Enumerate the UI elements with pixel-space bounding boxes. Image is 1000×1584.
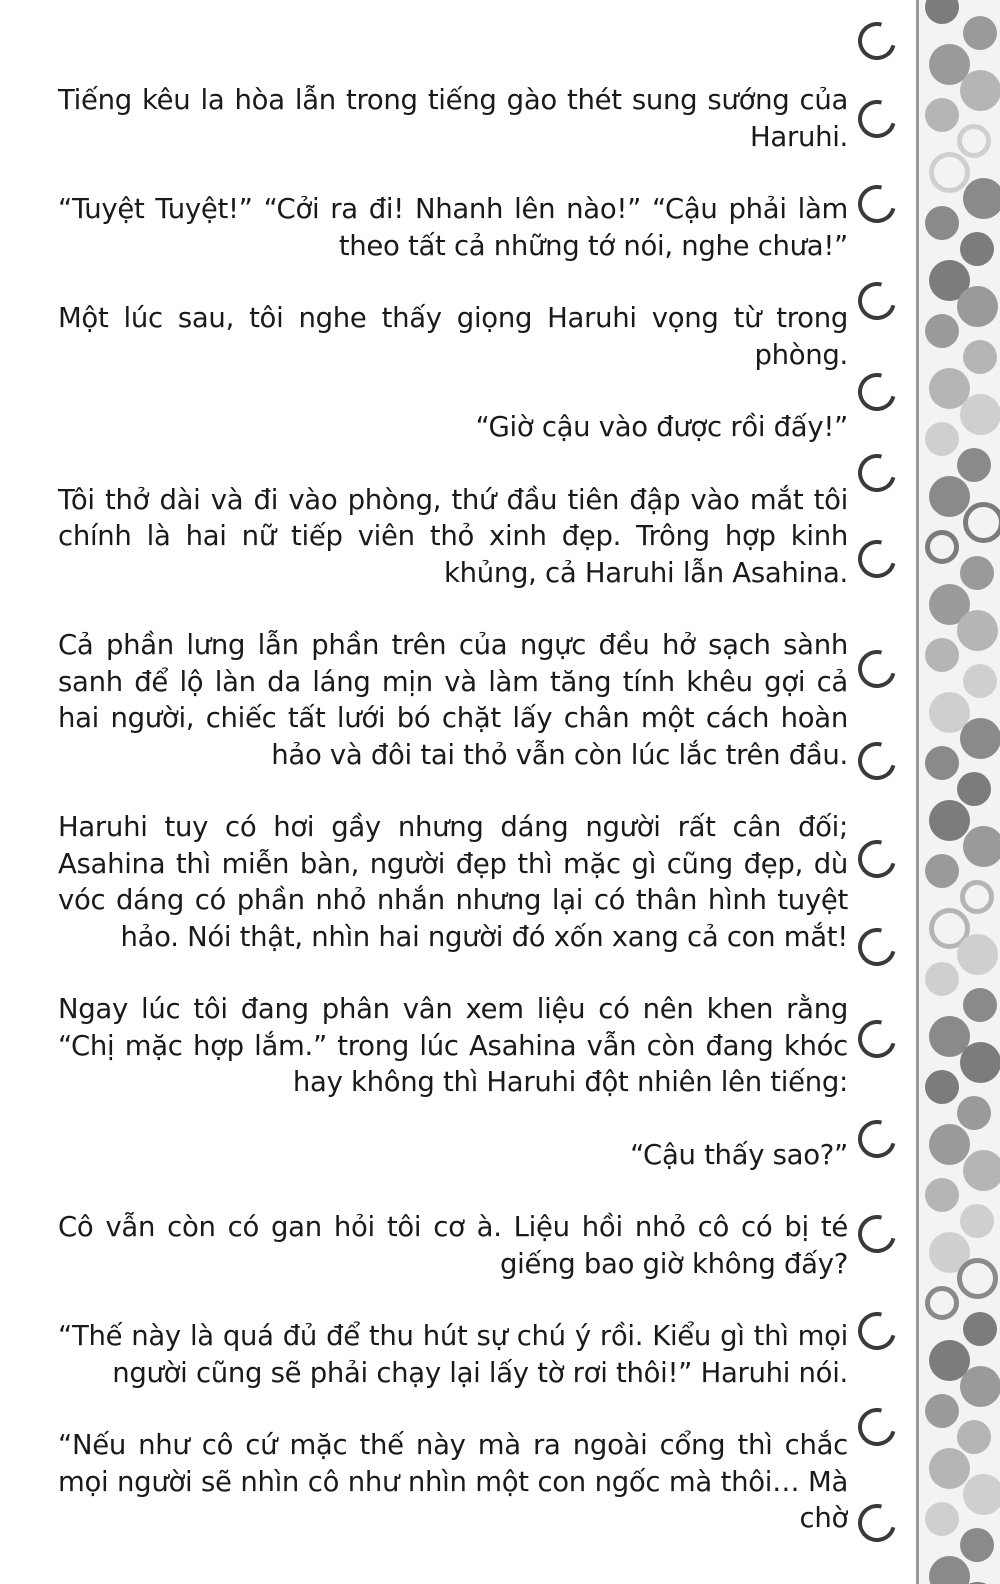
polka-dot bbox=[960, 70, 1000, 111]
polka-dot bbox=[925, 638, 959, 672]
polka-dot bbox=[957, 610, 998, 651]
polka-dot bbox=[960, 1366, 1000, 1407]
polka-dot bbox=[925, 1286, 959, 1320]
polka-dot bbox=[929, 1556, 970, 1584]
polka-dot bbox=[960, 556, 994, 590]
polka-dot bbox=[925, 1070, 959, 1104]
paragraph: “Tuyệt Tuyệt!” “Cởi ra đi! Nhanh lên nào!” “Cậu phải làm theo tất cả những tớ nói, nghe chưa!” bbox=[58, 193, 848, 262]
polka-dot bbox=[960, 1204, 994, 1238]
binder-ring-icon bbox=[851, 1013, 903, 1065]
paragraph: Một lúc sau, tôi nghe thấy giọng Haruhi vọng từ trong phòng. bbox=[58, 302, 848, 371]
polka-dot bbox=[925, 746, 959, 780]
polka-dot bbox=[960, 1528, 994, 1562]
polka-dot bbox=[925, 530, 959, 564]
paragraph: Ngay lúc tôi đang phân vân xem liệu có nên khen rằng “Chị mặc hợp lắm.” trong lúc Asahina vẫn còn đang khóc hay không thì Haruhi đột nhiên lên tiếng: bbox=[58, 993, 848, 1098]
paragraph: Haruhi tuy có hơi gầy nhưng dáng người rất cân đối; Asahina thì miễn bàn, người đẹp thì mặc gì cũng đẹp, dù vóc dáng có phần nhỏ nhắn nhưng lại có thân hình tuyệt hảo. Nói thật, nhìn hai người đó xốn xang cả con mắt! bbox=[58, 811, 848, 953]
polka-dot bbox=[929, 1448, 970, 1489]
polka-dot bbox=[925, 1502, 959, 1536]
polka-dot bbox=[925, 1394, 959, 1428]
binder-ring-icon bbox=[851, 921, 903, 973]
binder-ring-icon bbox=[851, 643, 903, 695]
page-text bbox=[58, 82, 848, 1573]
polka-dot bbox=[957, 1258, 998, 1299]
binder-ring-icon bbox=[851, 275, 903, 327]
paragraph: “Thế này là quá đủ để thu hút sự chú ý rồi. Kiểu gì thì mọi người cũng sẽ phải chạy lại lấy tờ rơi thôi!” Haruhi nói. bbox=[58, 1320, 848, 1389]
binder-ring-icon bbox=[851, 1305, 903, 1357]
polka-dot-margin bbox=[919, 0, 1000, 1584]
paragraph: “Nếu như cô cứ mặc thế này mà ra ngoài cổng thì chắc mọi người sẽ nhìn cô như nhìn một con ngốc mà thôi… Mà chờ bbox=[58, 1429, 848, 1534]
binder-ring-icon bbox=[851, 1208, 903, 1260]
binder-rings bbox=[850, 0, 910, 1584]
polka-dot bbox=[957, 1420, 991, 1454]
polka-dot bbox=[963, 1474, 1000, 1515]
binder-ring-icon bbox=[851, 1113, 903, 1165]
binder-ring-icon bbox=[851, 1497, 903, 1549]
polka-dot bbox=[925, 314, 959, 348]
polka-dot bbox=[963, 664, 997, 698]
binder-ring-icon bbox=[851, 833, 903, 885]
polka-dot bbox=[963, 178, 1000, 219]
polka-dot bbox=[963, 502, 1000, 543]
polka-dot bbox=[963, 340, 997, 374]
binder-ring-icon bbox=[851, 735, 903, 787]
paragraph: “Cậu thấy sao?” bbox=[630, 1138, 848, 1171]
polka-dot bbox=[929, 152, 970, 193]
binder-ring-icon bbox=[851, 15, 903, 67]
polka-dot bbox=[960, 880, 994, 914]
paragraph: Tiếng kêu la hòa lẫn trong tiếng gào thét sung sướng của Haruhi. bbox=[58, 84, 848, 153]
paragraph: Cả phần lưng lẫn phần trên của ngực đều hở sạch sành sanh để lộ làn da láng mịn và làm tăng tính khêu gợi cả hai người, chiếc tất lưới bó chặt lấy chân một cách hoàn hảo và đôi tai thỏ vẫn còn lúc lắc trên đầu. bbox=[58, 629, 848, 771]
polka-dot bbox=[925, 98, 959, 132]
polka-dot bbox=[929, 476, 970, 517]
polka-dot bbox=[925, 0, 959, 24]
binder-ring-icon bbox=[851, 533, 903, 585]
paragraph: “Giờ cậu vào được rồi đấy!” bbox=[475, 411, 848, 443]
binder-ring-icon bbox=[851, 93, 903, 145]
polka-dot bbox=[963, 1312, 997, 1346]
polka-dot bbox=[960, 718, 1000, 759]
polka-dot bbox=[957, 286, 998, 327]
polka-dot bbox=[957, 1096, 991, 1130]
paragraph: Cô vẫn còn có gan hỏi tôi cơ à. Liệu hồi nhỏ cô có bị té giếng bao giờ không đấy? bbox=[58, 1211, 848, 1280]
polka-dot bbox=[925, 854, 959, 888]
polka-dot bbox=[957, 934, 998, 975]
polka-dot bbox=[963, 826, 1000, 867]
polka-dot bbox=[957, 124, 991, 158]
binder-ring-icon bbox=[851, 178, 903, 230]
polka-dot bbox=[925, 1178, 959, 1212]
polka-dot bbox=[957, 772, 991, 806]
paragraph: Tôi thở dài và đi vào phòng, thứ đầu tiên đập vào mắt tôi chính là hai nữ tiếp viên thỏ xinh đẹp. Trông hợp kinh khủng, cả Haruhi lẫn Asahina. bbox=[58, 483, 848, 589]
binder-ring-icon bbox=[851, 366, 903, 418]
polka-dot bbox=[960, 394, 1000, 435]
polka-dot bbox=[963, 16, 997, 50]
polka-dot bbox=[925, 422, 959, 456]
polka-dot bbox=[925, 206, 959, 240]
polka-dot bbox=[925, 962, 959, 996]
binder-ring-icon bbox=[851, 447, 903, 499]
polka-dot bbox=[963, 1150, 1000, 1191]
polka-dot bbox=[960, 232, 994, 266]
binder-ring-icon bbox=[851, 1401, 903, 1453]
polka-dot bbox=[929, 1124, 970, 1165]
polka-dot bbox=[963, 988, 997, 1022]
polka-dot bbox=[960, 1042, 1000, 1083]
polka-dot bbox=[929, 800, 970, 841]
polka-dot bbox=[957, 448, 991, 482]
